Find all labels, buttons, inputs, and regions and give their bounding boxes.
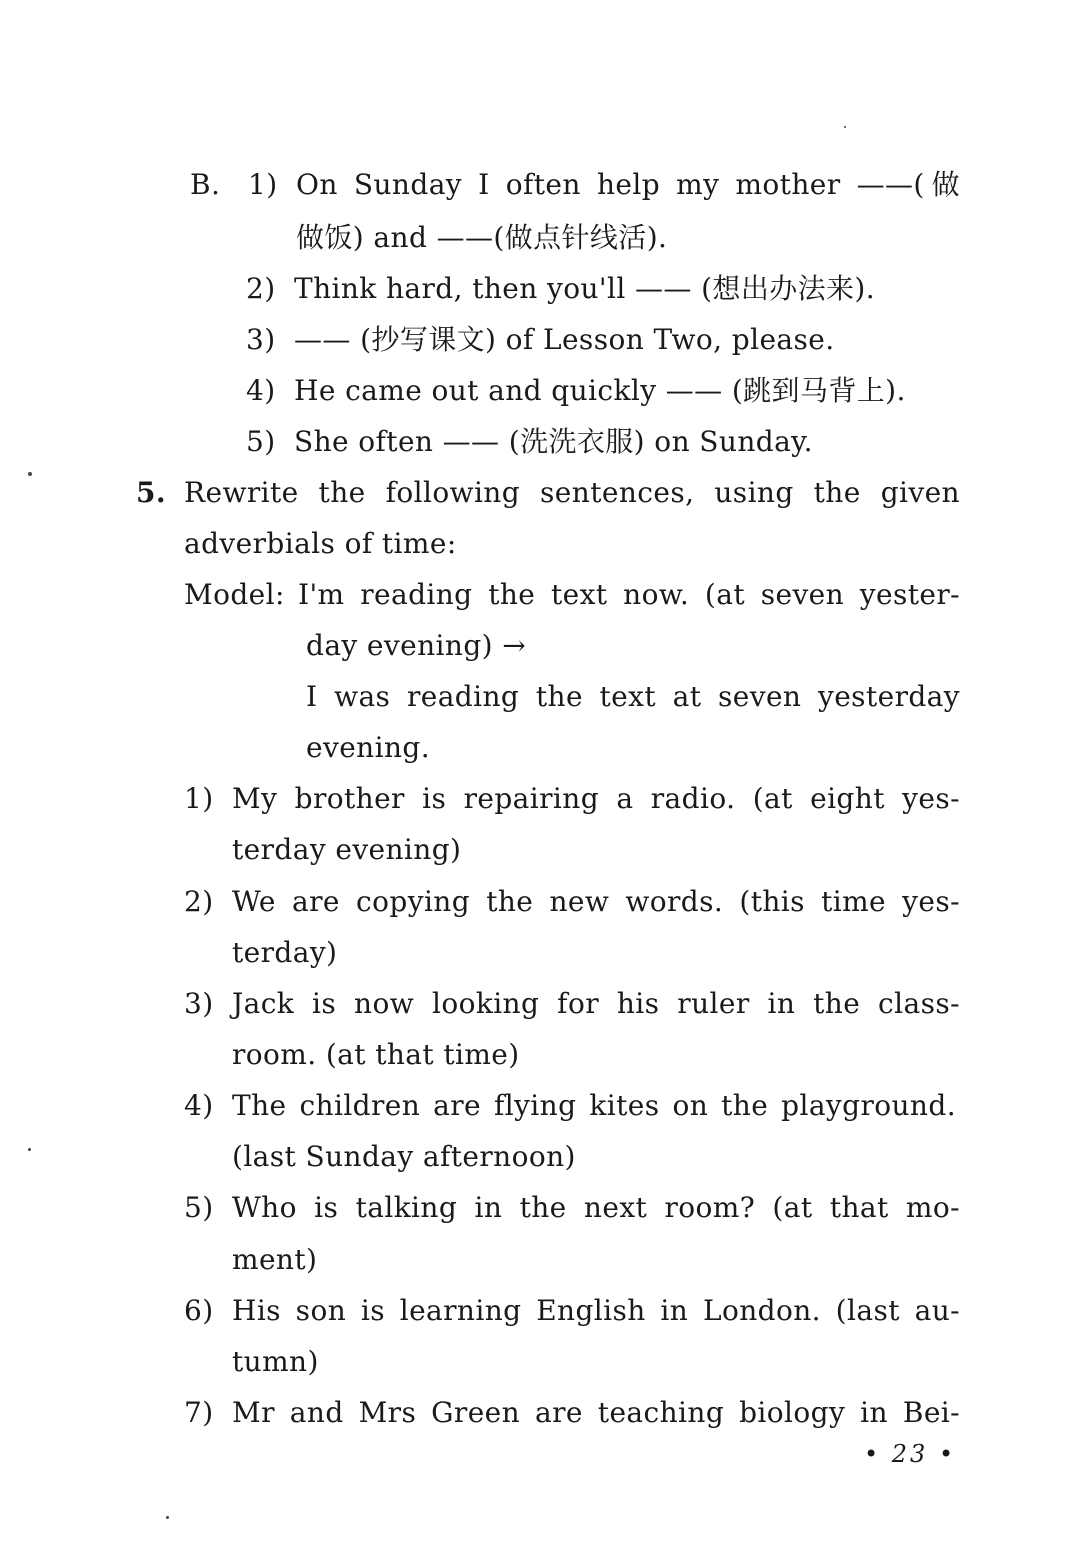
exercise-5-instruction-line-1: Rewrite the following sentences, using the given [184,476,960,509]
exercise-5-item-3-line-2: room. (at that time) [232,1038,520,1071]
exercise-5-item-2-number: 2) [184,885,214,918]
exercise-5-item-3-number: 3) [184,987,214,1020]
scan-speck [844,126,846,128]
exercise-5-item-5-line-1: Who is talking in the next room? (at that mo- [232,1191,960,1224]
exercise-5-item-6-number: 6) [184,1294,214,1327]
exercise-5-item-4-line-2: (last Sunday afternoon) [232,1140,576,1173]
page-number: • 23 • [864,1440,957,1468]
scan-speck [28,1148,31,1151]
section-b-item-4-line-1: He came out and quickly —— (跳到马背上). [294,374,906,407]
exercise-5-item-2-line-2: terday) [232,936,338,969]
model-line-1: I'm reading the text now. (at seven yester- [298,578,960,611]
scan-speck [28,472,32,476]
section-b-item-4-number: 4) [246,374,276,407]
model-line-4: evening. [306,731,431,764]
section-b-item-3-line-1: —— (抄写课文) of Lesson Two, please. [294,323,835,356]
exercise-5-item-2-line-1: We are copying the new words. (this time yes- [232,885,960,918]
exercise-5-item-5-number: 5) [184,1191,214,1224]
exercise-5-item-7-line-1: Mr and Mrs Green are teaching biology in Bei- [232,1396,960,1429]
exercise-5-item-6-line-1: His son is learning English in London. (last au- [232,1294,960,1327]
section-b-item-2-line-1: Think hard, then you'll —— (想出办法来). [294,272,876,305]
section-b-label: B. [190,168,221,201]
exercise-5-item-7-number: 7) [184,1396,214,1429]
section-b-item-3-number: 3) [246,323,276,356]
exercise-5-item-5-line-2: ment) [232,1243,318,1276]
section-b-item-2-number: 2) [246,272,276,305]
section-b-item-1-number: 1) [248,168,278,201]
section-b-item-5-line-1: She often —— (洗洗衣服) on Sunday. [294,425,813,458]
exercise-5-item-1-line-1: My brother is repairing a radio. (at eight yes- [232,782,960,815]
exercise-5-item-4-line-1: The children are flying kites on the playground. [232,1089,956,1122]
exercise-5-item-6-line-2: tumn) [232,1345,319,1378]
model-line-3: I was reading the text at seven yesterday [306,680,960,713]
exercise-5-item-4-number: 4) [184,1089,214,1122]
exercise-5-instruction-line-2: adverbials of time: [184,527,457,560]
exercise-5-item-1-number: 1) [184,782,214,815]
exercise-5-item-1-line-2: terday evening) [232,833,462,866]
scan-speck [166,1516,169,1519]
exercise-5-number: 5. [136,476,167,509]
model-line-2: day evening) → [306,629,527,662]
section-b-item-5-number: 5) [246,425,276,458]
section-b-item-1-line-1: On Sunday I often help my mother ——(做 [296,168,960,201]
exercise-5-item-3-line-1: Jack is now looking for his ruler in the class- [232,987,960,1020]
section-b-item-1-line-2: 做饭) and ——(做点针线活). [296,221,668,254]
model-label: Model: [184,578,285,611]
